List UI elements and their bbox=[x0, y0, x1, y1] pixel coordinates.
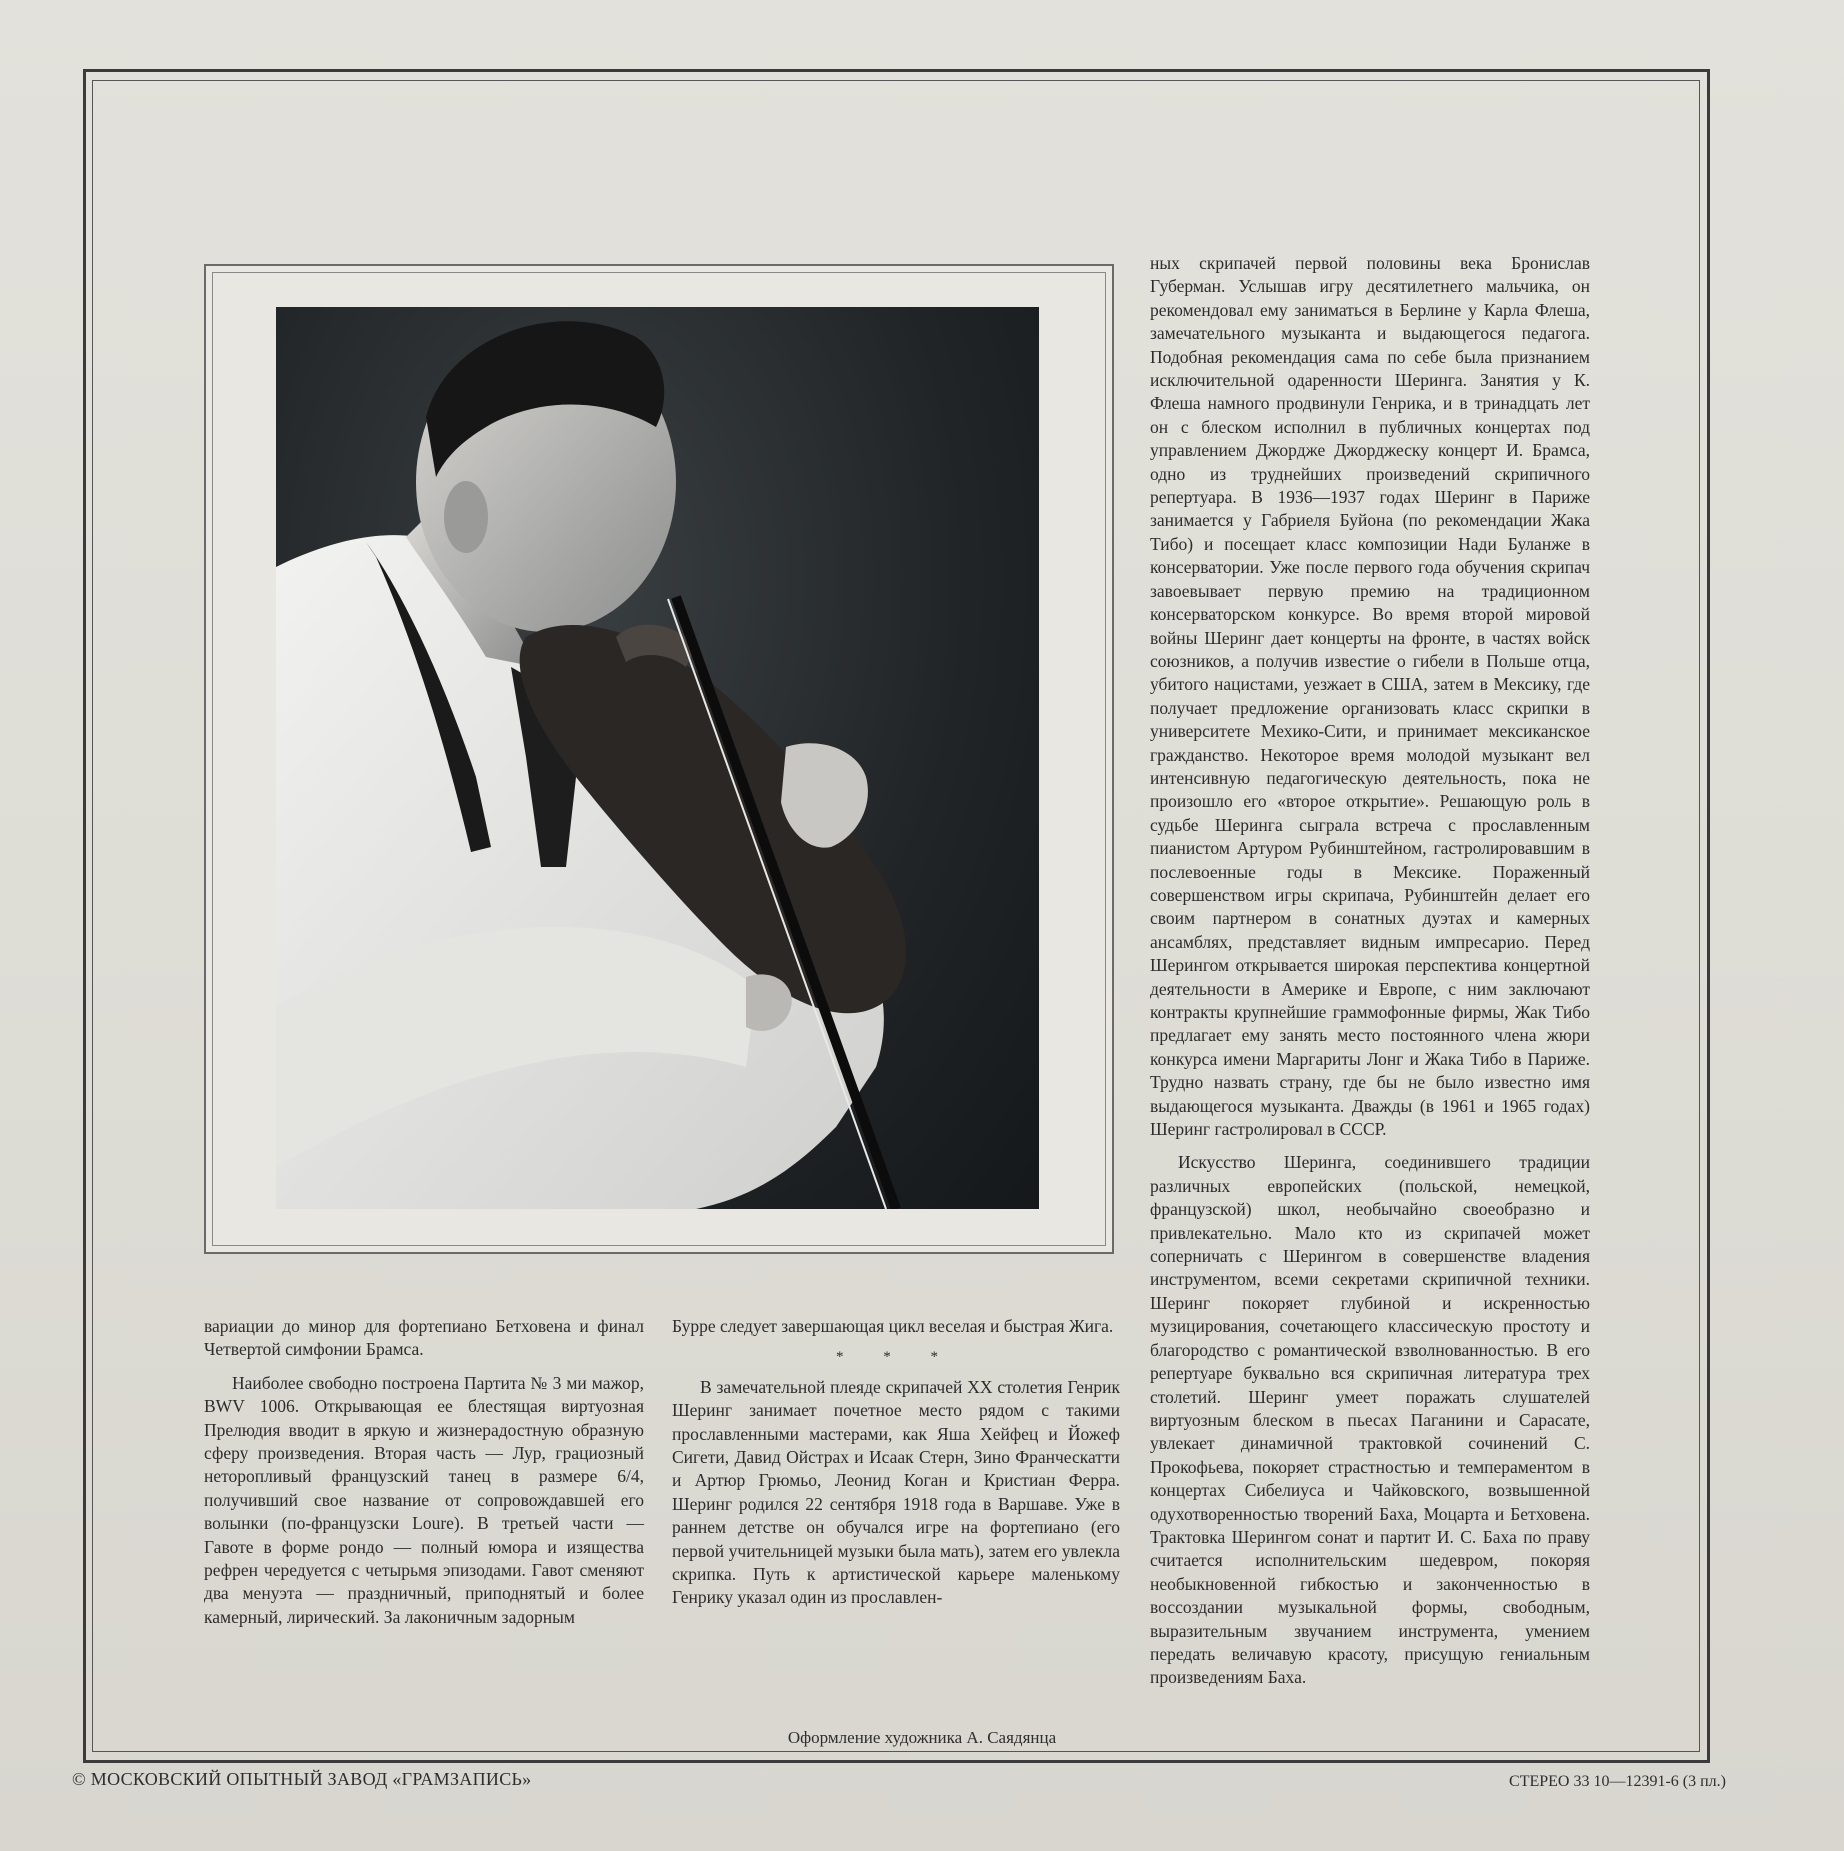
left-text-column bbox=[204, 1315, 644, 1629]
catalog-number: СТЕРЕО 33 10—12391-6 (3 пл.) bbox=[1509, 1773, 1726, 1790]
right-column-paragraph-2: Искусство Шеринга, соединившего традиции различных европейских (польской, немецкой, французской) школ, необычайно своеобразно и привлекательно. Мало кто из скрипачей может соперничать с Шерингом в совершенстве владения инструментом, всеми секретами скрипичной техники. Шеринг покоряет глубиной и искренностью музицирования, сочетающего классическую простоту и благородство с романтической взволнованностью. В его репертуаре буквально вся скрипичная литература трех столетий. Шеринг умеет поражать слушателей виртуозным блеском в пьесах Паганини и Сарасате, увлекает динамичной трактовкой сочинений С. Прокофьева, покоряет страстностью и темпераментом в концертах Сибелиуса и Чайковского, возвышенной одухотворенностью творений Баха, Моцарта и Бетховена. Трактовка Шерингом сонат и партит И. С. Баха по праву считается исполнительским шедевром, покоряя необыкновенной гибкостью и законченностью в воссоздании музыкальной формы, свободным, выразительным звучанием инструмента, умением передать величавую красоту, присущую гениальным произведениям Баха. bbox=[1150, 1152, 1590, 1688]
middle-text-column bbox=[672, 1315, 1120, 1610]
right-column-paragraph-1: ных скрипачей первой половины века Бронислав Губерман. Услышав игру десятилетнего мальчика, он рекомендовал ему заниматься в Берлине у Карла Флеша, замечательного музыканта и выдающегося педагога. Подобная рекомендация сама по себе была признанием исключительной одаренности Шеринга. Занятия у К. Флеша намного продвинули Генрика, и в тринадцать лет он с блеском исполнил в публичных концертах под управлением Джордже Джорджеску концерт И. Брамса, одно из труднейших произведений скрипичного репертуара. В 1936—1937 годах Шеринг в Париже занимается у Габриеля Буйона (по рекомендации Жака Тибо) и посещает класс композиции Нади Буланже в консерватории. Уже после первого года обучения скрипач завоевывает первую премию на традиционном консерваторском конкурсе. Во время второй мировой войны Шеринг дает концерты на фронте, в частях войск союзников, а получив известие о гибели в Польше отца, убитого нацистами, уезжает в США, затем в Мексику, где получает предложение организовать класс скрипки в университете Мехико-Сити, и принимает мексиканское гражданство. Некоторое время молодой музыкант вел интенсивную педагогическую деятельность, пока не произошло его «второе открытие». Решающую роль в судьбе Шеринга сыграла встреча с прославленным пианистом Артуром Рубинштейном, гастролировавшим в послевоенные годы в Мексике. Пораженный совершенством игры скрипача, Рубинштейн делает его своим партнером в сонатных дуэтах и камерных ансамблях, представляет видным импресарио. Перед Шерингом открывается широкая перспектива концертной деятельности в Америке и Европе, с ним заключают контракты крупнейшие граммофонные фирмы, Жак Тибо предлагает ему занять место постоянного члена жюри конкурса имени Маргариты Лонг и Жака Тибо в Париже. Трудно назвать страну, где бы не было известно имя выдающегося музыканта. Дважды (в 1961 и 1965 годах) Шеринг гастролировал в СССР. bbox=[1150, 253, 1590, 1140]
middle-column-paragraph-1: Бурре следует завершающая цикл веселая и быстрая Жига. bbox=[672, 1316, 1114, 1336]
violinist-photo bbox=[276, 307, 1039, 1209]
violinist-illustration bbox=[276, 307, 1039, 1209]
designer-credit: Оформление художника А. Саядянца bbox=[787, 1728, 1057, 1747]
right-text-column bbox=[1150, 252, 1590, 1690]
left-column-paragraph-2: Наиболее свободно построена Партита № 3 ми мажор, BWV 1006. Открывающая ее блестящая виртуозная Прелюдия вводит в яркую и жизнерадостную образную сферу произведения. Вторая часть — Лур, грациозный неторопливый французский танец в размере 6/4, получивший свое название от сопровождавшей его волынки (по-французски Loure). В третьей части — Гавоте в форме рондо — полный юмора и изящества рефрен чередуется с четырьмя эпизодами. Гавот сменяют два менуэта — праздничный, приподнятый и более камерный, лирический. За лаконичным задорным bbox=[204, 1372, 644, 1627]
section-divider-stars: * * * bbox=[836, 1349, 956, 1366]
left-column-paragraph-1: вариации до минор для фортепиано Бетховена и финал Четвертой симфонии Брамса. bbox=[204, 1316, 644, 1360]
middle-column-paragraph-2: В замечательной плеяде скрипачей XX столетия Генрик Шеринг занимает почетное место рядом с такими прославленными мастерами, как Яша Хейфец и Йожеф Сигети, Давид Ойстрах и Исаак Стерн, Зино Франческатти и Артюр Грюмьо, Леонид Коган и Кристиан Ферра. Шеринг родился 22 сентября 1918 года в Варшаве. Уже в раннем детстве он обучался игре на фортепиано (его первой учительницей музыки была мать), затем его увлекла скрипка. Путь к артистической карьере маленькому Генрику указал один из прославлен- bbox=[672, 1376, 1120, 1608]
publisher-credit: © МОСКОВСКИЙ ОПЫТНЫЙ ЗАВОД «ГРАМЗАПИСЬ» bbox=[72, 1769, 532, 1789]
